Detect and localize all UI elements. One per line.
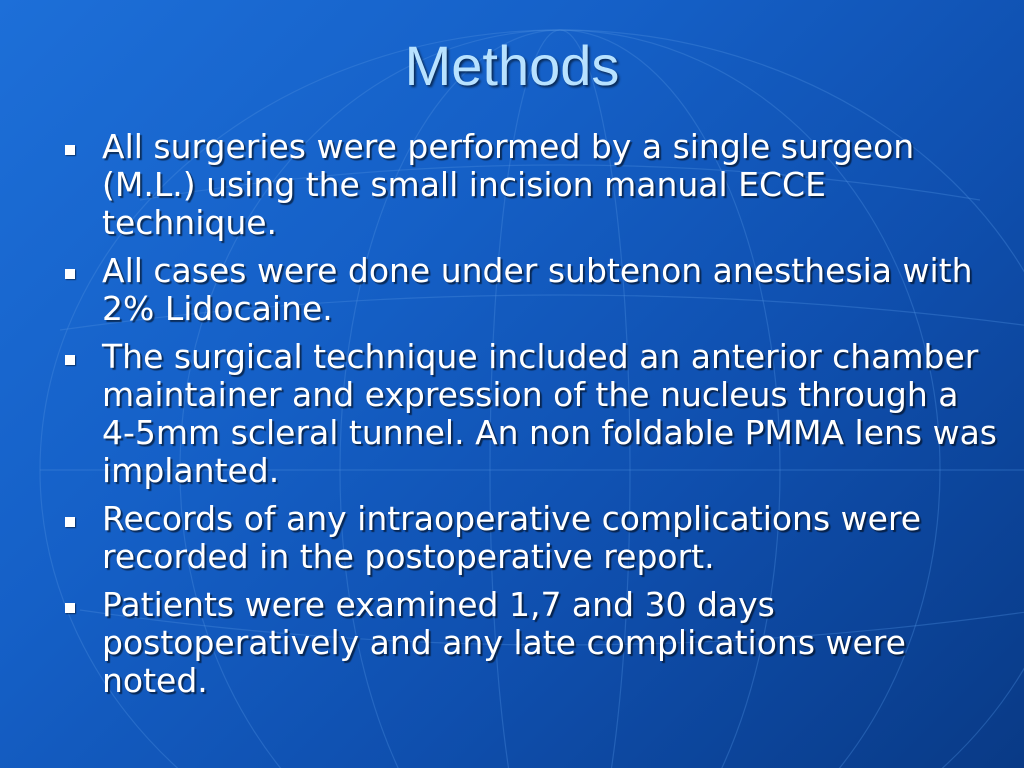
slide-title: Methods [404, 34, 620, 97]
square-bullet-icon [65, 355, 75, 365]
bullet-text: Records of any intraoperative complications were recorded in the postoperative report. [102, 499, 922, 576]
bullet-item [60, 586, 1000, 700]
square-bullet-icon [65, 517, 75, 527]
square-bullet-icon [65, 269, 75, 279]
bullet-text: The surgical technique included an anterior chamber maintainer and expression of the nucleus through a 4-5mm scleral tunnel. An non foldable PMMA lens was implanted. [102, 337, 997, 490]
bullet-list [60, 128, 1000, 710]
bullet-text: Patients were examined 1,7 and 30 days postoperatively and any late complications were noted. [102, 585, 906, 700]
bullet-item [60, 252, 1000, 328]
bullet-text: All surgeries were performed by a single surgeon (M.L.) using the small incision manual ECCE technique. [102, 127, 915, 242]
bullet-item [60, 338, 1000, 490]
bullet-text: All cases were done under subtenon anesthesia with 2% Lidocaine. [102, 251, 973, 328]
square-bullet-icon [65, 145, 75, 155]
bullet-item [60, 500, 1000, 576]
bullet-item [60, 128, 1000, 242]
square-bullet-icon [65, 603, 75, 613]
